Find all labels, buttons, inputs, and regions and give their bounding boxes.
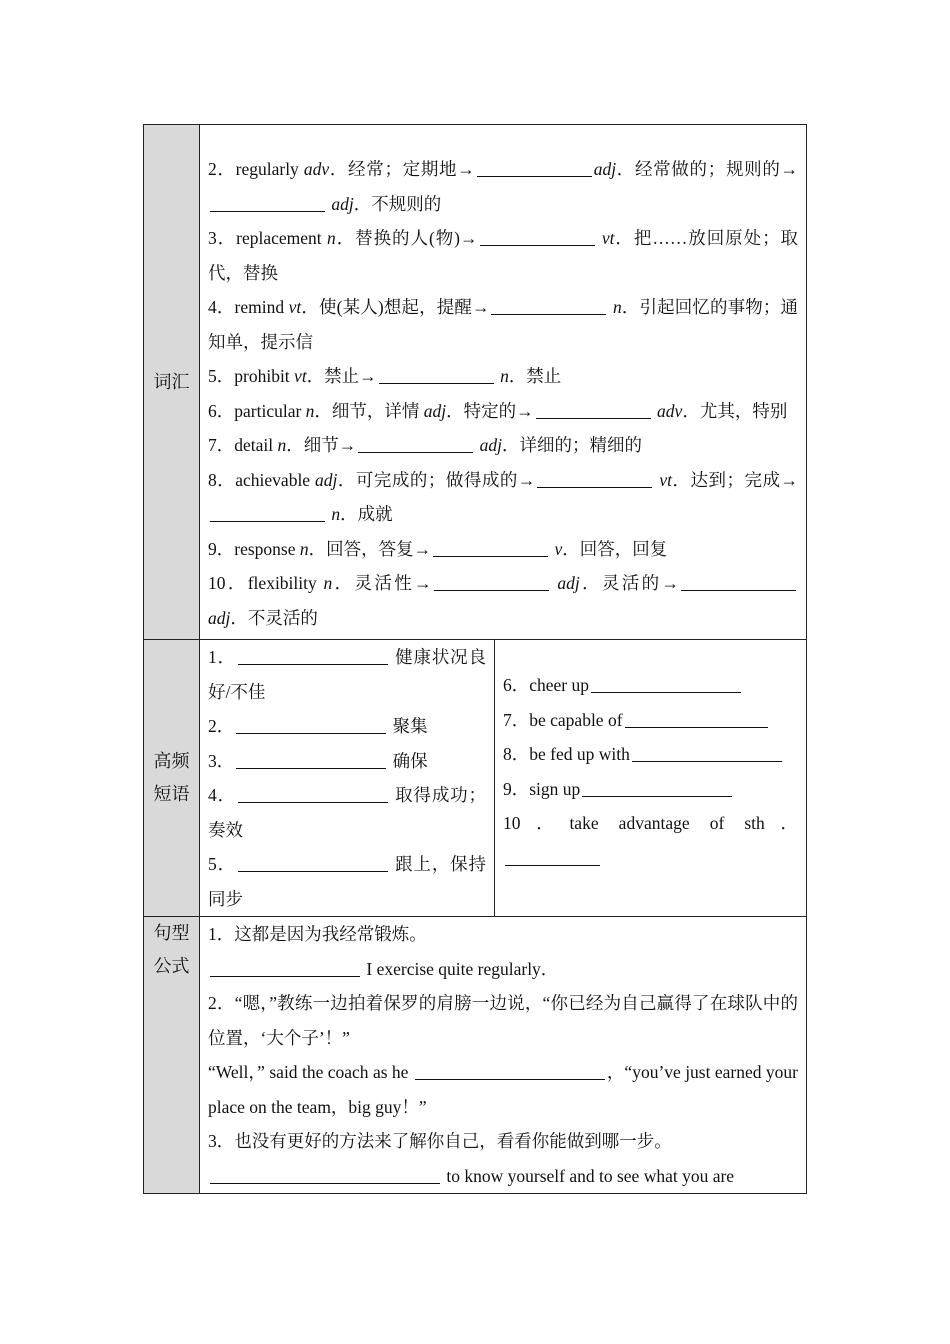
phrases-content bbox=[200, 640, 807, 917]
sentence-en: “Well，” said the coach as he ，“you’ve just earned your place on the team，big guy！” bbox=[208, 1055, 798, 1124]
answer-blank[interactable] bbox=[625, 705, 768, 728]
answer-blank[interactable] bbox=[480, 223, 595, 246]
phrase-item: 5． 跟上，保持同步 bbox=[208, 847, 486, 916]
answer-blank[interactable] bbox=[210, 954, 360, 977]
phrases-right-column bbox=[495, 640, 807, 916]
vocab-item: 6．particular n．细节，详情 adj．特定的→ adv．尤其，特别 bbox=[208, 394, 798, 429]
answer-blank[interactable] bbox=[537, 465, 652, 488]
answer-blank[interactable] bbox=[632, 739, 782, 762]
answer-blank[interactable] bbox=[536, 396, 651, 419]
answer-blank[interactable] bbox=[434, 568, 549, 591]
vocab-item: 3．replacement n．替换的人(物)→ vt．把……放回原处；取代，替换 bbox=[208, 221, 798, 290]
answer-blank[interactable] bbox=[238, 780, 388, 803]
phrases-grid bbox=[200, 640, 806, 916]
phrase-item: 2． 聚集 bbox=[208, 709, 486, 744]
answer-blank[interactable] bbox=[236, 746, 386, 769]
answer-blank[interactable] bbox=[582, 774, 732, 797]
vocab-item: 4．remind vt．使(某人)想起，提醒→ n．引起回忆的事物；通知单，提示信 bbox=[208, 290, 798, 359]
phrases-label: 高频短语 bbox=[144, 640, 200, 917]
vocab-item: 9．response n．回答，答复→ v．回答，回复 bbox=[208, 532, 798, 567]
phrase-item: 6．cheer up bbox=[503, 668, 798, 703]
answer-blank[interactable] bbox=[358, 430, 473, 453]
sentence-cn: 3．也没有更好的方法来了解你自己，看看你能做到哪一步。 bbox=[208, 1131, 672, 1151]
answer-blank[interactable] bbox=[238, 849, 388, 872]
sentence-en: to know yourself and to see what you are bbox=[208, 1159, 798, 1194]
phrase-item: 7．be capable of bbox=[503, 703, 798, 738]
vocab-row bbox=[144, 125, 807, 640]
answer-blank[interactable] bbox=[505, 843, 600, 866]
sentence-cn: 2．“嗯，”教练一边拍着保罗的肩膀一边说，“你已经为自己赢得了在球队中的位置，‘大个子’！” bbox=[208, 993, 798, 1048]
answer-blank[interactable] bbox=[238, 642, 388, 665]
phrase-item: 1． 健康状况良好/不佳 bbox=[208, 640, 486, 709]
sentences-row bbox=[144, 917, 807, 1194]
answer-blank[interactable] bbox=[210, 499, 325, 522]
worksheet-table bbox=[143, 124, 807, 1194]
answer-blank[interactable] bbox=[236, 711, 386, 734]
vocab-item: 8．achievable adj．可完成的；做得成的→ vt．达到；完成→ n．成就 bbox=[208, 463, 798, 532]
vocab-item: 7．detail n．细节→ adj．详细的；精细的 bbox=[208, 428, 798, 463]
answer-blank[interactable] bbox=[491, 292, 606, 315]
answer-blank[interactable] bbox=[591, 670, 741, 693]
phrase-item: 9．sign up bbox=[503, 772, 798, 807]
answer-blank[interactable] bbox=[681, 568, 796, 591]
vocab-label: 词汇 bbox=[144, 125, 200, 640]
phrases-left-column bbox=[200, 640, 495, 916]
phrase-item: 8．be fed up with bbox=[503, 737, 798, 772]
answer-blank[interactable] bbox=[210, 189, 325, 212]
answer-blank[interactable] bbox=[433, 534, 548, 557]
phrase-item: 3． 确保 bbox=[208, 744, 486, 779]
sentences-content bbox=[200, 917, 807, 1194]
vocab-content bbox=[200, 125, 807, 640]
vocab-item: 10．flexibility n．灵活性→ adj．灵活的→ adj．不灵活的 bbox=[208, 566, 798, 635]
answer-blank[interactable] bbox=[210, 1161, 440, 1184]
phrase-item: 10．take advantage of sth． bbox=[503, 806, 798, 875]
phrase-item: 4． 取得成功；奏效 bbox=[208, 778, 486, 847]
phrases-row bbox=[144, 640, 807, 917]
sentences-label: 句型公式 bbox=[144, 917, 200, 1194]
answer-blank[interactable] bbox=[477, 154, 592, 177]
sentence-en: I exercise quite regularly． bbox=[208, 952, 798, 987]
vocab-item: 5．prohibit vt．禁止→ n．禁止 bbox=[208, 359, 798, 394]
answer-blank[interactable] bbox=[379, 361, 494, 384]
sentence-cn: 1．这都是因为我经常锻炼。 bbox=[208, 924, 427, 944]
answer-blank[interactable] bbox=[415, 1057, 605, 1080]
vocab-item: 2．regularly adv．经常；定期地→ adj．经常做的；规则的→ adj．不规则的 bbox=[208, 152, 798, 221]
